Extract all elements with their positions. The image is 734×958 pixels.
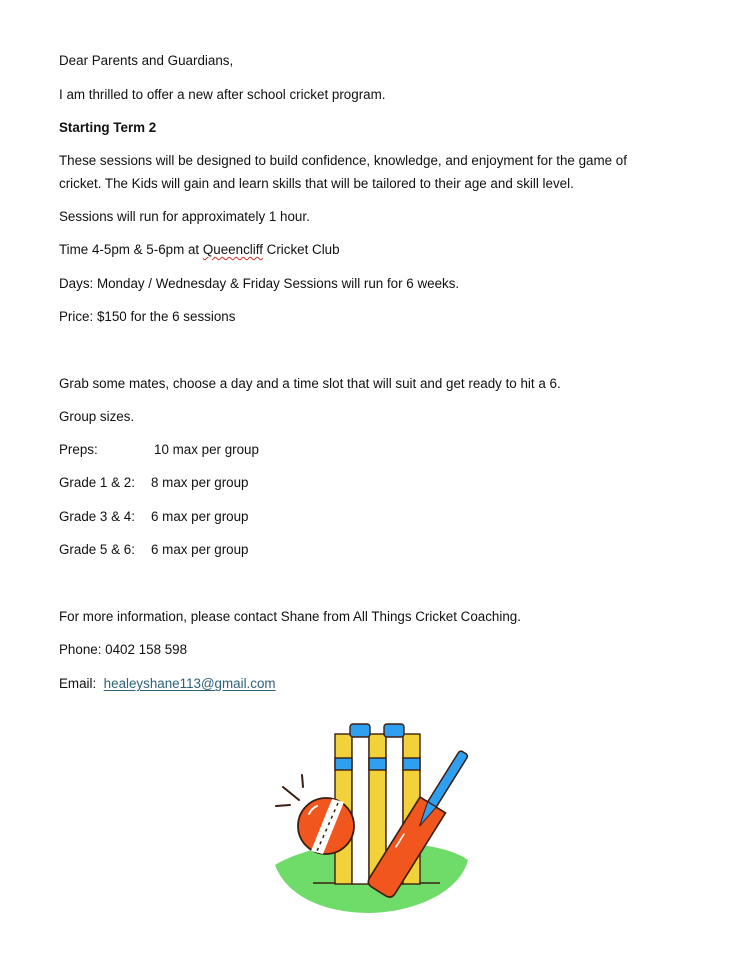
motion-lines: [276, 775, 303, 806]
intro-text: I am thrilled to offer a new after school cricket program.: [59, 87, 386, 102]
greeting: Dear Parents and Guardians,: [59, 53, 234, 68]
contact-intro: For more information, please contact Shane from All Things Cricket Coaching.: [59, 609, 521, 624]
venue-misspelling-mark[interactable]: Queencliff: [202, 242, 263, 257]
days-text: Days: Monday / Wednesday & Friday Sessions will run for 6 weeks.: [59, 276, 460, 291]
email-label: Email:: [59, 676, 97, 691]
phone-text: Phone: 0402 158 598: [59, 642, 188, 657]
description-line-2: cricket. The Kids will gain and learn skills that will be tailored to their age and skill level.: [59, 176, 574, 191]
band-right: [403, 758, 420, 770]
band-middle: [369, 758, 386, 770]
cricket-wickets-bat-ball-icon: [265, 712, 480, 927]
group-size-row: [59, 442, 359, 458]
group-size-label: Grade 1 & 2:: [59, 475, 135, 490]
call-to-action: Grab some mates, choose a day and a time slot that will suit and get ready to hit a 6.: [59, 376, 561, 391]
duration-text: Sessions will run for approximately 1 hour.: [59, 209, 310, 224]
bail-left: [350, 724, 370, 737]
group-size-value: 8 max per group: [151, 475, 249, 490]
heading-starting-term: Starting Term 2: [59, 120, 157, 135]
email-link[interactable]: healeyshane113@gmail.com: [103, 676, 276, 691]
email-row: [59, 676, 276, 692]
group-size-value: 6 max per group: [151, 542, 249, 557]
price-text: Price: $150 for the 6 sessions: [59, 309, 236, 324]
time-prefix: Time 4-5pm & 5-6pm at: [59, 242, 203, 257]
group-size-row: [59, 509, 359, 525]
cricket-ball: [298, 798, 354, 854]
group-size-label: Grade 5 & 6:: [59, 542, 135, 557]
time-suffix: Cricket Club: [262, 242, 340, 257]
group-size-row: [59, 475, 359, 491]
group-sizes-heading: Group sizes.: [59, 409, 135, 424]
time-text: [59, 242, 340, 258]
group-size-value: 10 max per group: [154, 442, 259, 457]
group-size-value: 6 max per group: [151, 509, 249, 524]
group-size-label: Preps:: [59, 442, 98, 457]
stump-left-white: [352, 734, 369, 884]
group-size-row: [59, 542, 359, 558]
group-size-label: Grade 3 & 4:: [59, 509, 135, 524]
description-line-1: These sessions will be designed to build confidence, knowledge, and enjoyment for the game of: [59, 153, 627, 168]
band-left: [335, 758, 352, 770]
bail-right: [384, 724, 404, 737]
